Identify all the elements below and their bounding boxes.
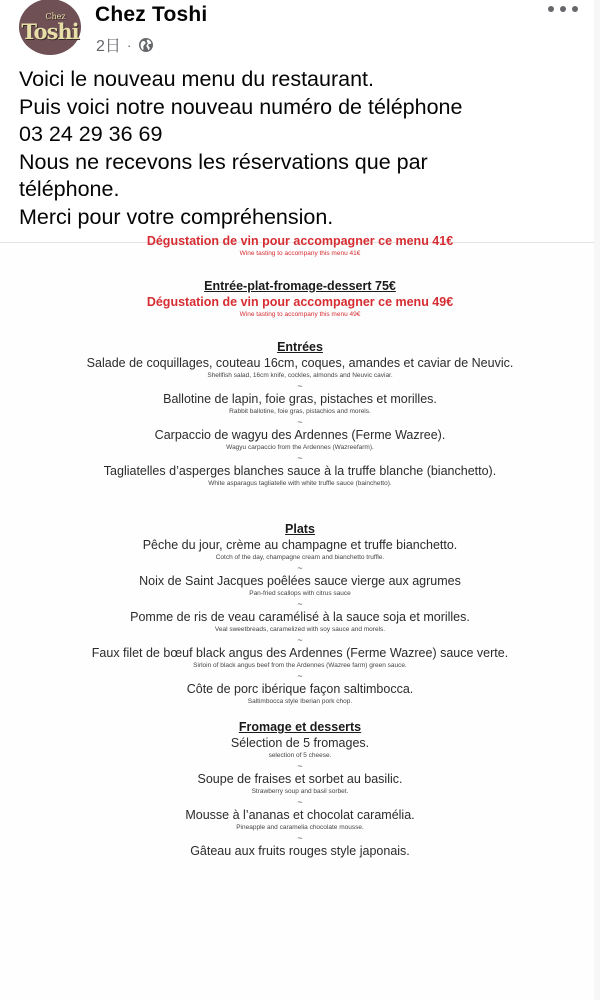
dish-fr: Soupe de fraises et sorbet au basilic. bbox=[197, 772, 403, 786]
post-timestamp[interactable]: 2日 bbox=[96, 38, 121, 55]
avatar-logo-line2: Toshi bbox=[21, 18, 79, 44]
dish-fr: Côte de porc ibérique façon saltimbocca. bbox=[186, 682, 414, 696]
more-options-icon bbox=[572, 6, 578, 12]
dish-fr: Sélection de 5 fromages. bbox=[230, 736, 370, 750]
dish-separator: ~ bbox=[297, 635, 303, 645]
dish-separator: ~ bbox=[297, 381, 303, 391]
dish-en: Sirloin of black angus beef from the Ardennes (Wazree farm) green sauce. bbox=[193, 662, 407, 669]
page-name-link[interactable]: Chez Toshi bbox=[95, 3, 208, 26]
wine-pairing: Dégustation de vin pour accompagner ce menu 49€ bbox=[146, 295, 454, 309]
section-heading-desserts: Fromage et desserts bbox=[238, 720, 362, 734]
dish-fr: Tagliatelles d’asperges blanches sauce à la truffe blanche (bianchetto). bbox=[103, 464, 497, 478]
dish-separator: ~ bbox=[297, 833, 303, 843]
dish-fr: Pêche du jour, crème au champagne et truffe bianchetto. bbox=[142, 538, 458, 552]
dish-en: Wagyu carpaccio from the Ardennes (Wazreefarm). bbox=[226, 444, 374, 451]
dish-fr: Mousse à l’ananas et chocolat caramélia. bbox=[185, 808, 415, 822]
dish-separator: ~ bbox=[297, 453, 303, 463]
wine-pairing-partial-en: Wine tasting to accompany this menu 41€ bbox=[239, 250, 361, 257]
dish-fr: Ballotine de lapin, foie gras, pistaches et morilles. bbox=[163, 392, 437, 406]
dish-en: Cotch of the day, champagne cream and bianchetto truffle. bbox=[215, 554, 385, 561]
more-options-icon bbox=[548, 6, 554, 12]
dish-separator: ~ bbox=[297, 417, 303, 427]
globe-icon[interactable] bbox=[138, 37, 154, 53]
post-text-line: Nous ne recevons les réservations que par bbox=[19, 149, 428, 174]
dish-fr: Carpaccio de wagyu des Ardennes (Ferme Wazree). bbox=[154, 428, 446, 442]
post-text-line: Puis voici notre nouveau numéro de téléphone bbox=[19, 94, 463, 119]
page-avatar[interactable] bbox=[19, 0, 81, 55]
dish-en: Pineapple and caramelia chocolate mousse. bbox=[236, 824, 364, 831]
dish-en: Rabbit ballotine, foie gras, pistachios and morels. bbox=[229, 408, 371, 415]
post-text-line: Merci pour votre compréhension. bbox=[19, 204, 334, 229]
dish-fr: Pomme de ris de veau caramélisé à la sauce soja et morilles. bbox=[130, 610, 470, 624]
avatar-logo bbox=[21, 11, 79, 44]
section-heading-entrees: Entrées bbox=[277, 340, 323, 354]
dish-en: White asparagus tagliatelle with white truffle sauce (bainchetto). bbox=[208, 480, 392, 487]
avatar-logo-line1: Chez bbox=[45, 11, 66, 21]
post-header bbox=[0, 0, 600, 60]
dish-separator: ~ bbox=[297, 563, 303, 573]
dish-fr: Salade de coquillages, couteau 16cm, coques, amandes et caviar de Neuvic. bbox=[86, 356, 514, 370]
formula-title: Entrée-plat-fromage-dessert 75€ bbox=[204, 279, 396, 293]
dish-separator: ~ bbox=[297, 797, 303, 807]
menu-photo[interactable] bbox=[0, 234, 600, 1000]
dish-en: selection of 5 cheese. bbox=[268, 752, 332, 759]
dish-en: Shellfish salad, 16cm knife, cockles, almonds and Neuvic caviar. bbox=[207, 372, 393, 379]
wine-pairing-partial: Dégustation de vin pour accompagner ce menu 41€ bbox=[146, 234, 454, 248]
dish-separator: ~ bbox=[297, 761, 303, 771]
post-meta bbox=[96, 33, 154, 56]
wine-pairing-en: Wine tasting to accompany this menu 49€ bbox=[239, 311, 361, 318]
post-message bbox=[19, 66, 579, 231]
dish-en: Pan-fried scallops with citrus sauce bbox=[249, 590, 351, 597]
dish-separator: ~ bbox=[297, 671, 303, 681]
dish-en: Veal sweetbreads, caramelized with soy sauce and morels. bbox=[214, 626, 386, 633]
more-options-icon bbox=[560, 6, 566, 12]
scrollbar[interactable] bbox=[594, 0, 600, 1000]
dish-fr: Faux filet de bœuf black angus des Ardennes (Ferme Wazree) sauce verte. bbox=[91, 646, 509, 660]
menu-document bbox=[0, 233, 600, 859]
post-text-line: Voici le nouveau menu du restaurant. bbox=[19, 67, 374, 91]
dish-fr: Gâteau aux fruits rouges style japonais. bbox=[190, 844, 410, 858]
post-text-line: téléphone. bbox=[19, 177, 120, 201]
dish-en: Saltimbocca style Iberian pork chop. bbox=[247, 698, 353, 705]
meta-separator: · bbox=[126, 36, 132, 53]
more-options-button[interactable] bbox=[548, 2, 578, 16]
dish-en: Strawberry soup and basil sorbet. bbox=[251, 788, 349, 795]
section-heading-plats: Plats bbox=[285, 522, 315, 536]
dish-separator: ~ bbox=[297, 599, 303, 609]
dish-fr: Noix de Saint Jacques poêlées sauce vierge aux agrumes bbox=[139, 574, 461, 588]
phone-number[interactable]: 03 24 29 36 69 bbox=[19, 122, 163, 146]
